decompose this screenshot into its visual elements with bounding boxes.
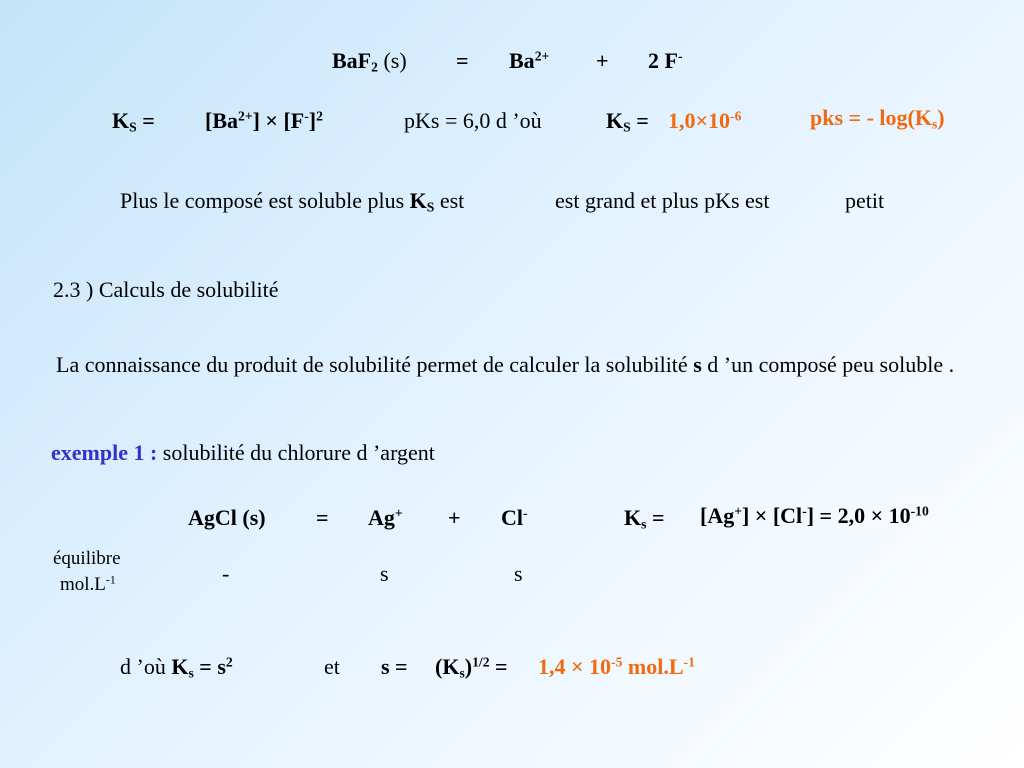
ks-subscript: S xyxy=(129,119,137,135)
ion-fluoride-symbol: 2 F xyxy=(648,48,678,73)
ks-expr-part: [Ba xyxy=(205,108,238,133)
sentence-part-3: petit xyxy=(845,188,885,213)
final-s-power: 2 xyxy=(225,654,233,670)
ion-fluoride-charge: - xyxy=(677,48,683,64)
ks-symbol: K xyxy=(112,108,130,133)
reactant-subscript: 2 xyxy=(371,59,378,75)
paragraph-s: s xyxy=(693,352,702,377)
ion-chloride xyxy=(501,507,528,529)
sqrt-part: ) xyxy=(464,654,473,679)
final-text: d ’où xyxy=(120,654,172,679)
sentence-part: Plus le composé est soluble plus xyxy=(120,188,410,213)
ion-barium xyxy=(509,50,549,72)
example-label: exemple 1 : xyxy=(51,440,158,465)
pks-definition-text: ) xyxy=(937,105,945,130)
ks-symbol: K xyxy=(624,505,642,530)
ks-label xyxy=(112,108,155,135)
solubility-value xyxy=(538,656,695,678)
ks-expr-charge: - xyxy=(304,108,309,124)
sqrt-sub: s xyxy=(459,665,465,681)
ks-equals: = xyxy=(142,108,155,133)
ks-expr-part: ] × [Cl xyxy=(741,503,803,528)
ks-agcl-expression xyxy=(700,505,929,527)
ks-equals: = xyxy=(651,505,665,530)
sentence-ks-sub: S xyxy=(426,199,435,215)
ks-expr-power: 2 xyxy=(316,108,323,124)
ks-label-3 xyxy=(624,505,665,532)
solubility-unit-exponent: -1 xyxy=(683,654,695,670)
equilibrium-label: équilibre xyxy=(53,548,121,569)
sqrt-power: 1/2 xyxy=(472,654,490,670)
s-equals: s = xyxy=(381,654,408,679)
ks-expr-part: ] xyxy=(308,108,317,133)
unit-exponent: -1 xyxy=(105,573,116,587)
ks-expr-charge: + xyxy=(734,503,742,519)
sentence-part-2: est grand et plus pKs est xyxy=(555,188,770,213)
plus-sign-2: + xyxy=(448,505,461,530)
ion-barium-charge: 2+ xyxy=(534,48,550,64)
paragraph-part: d ’un composé peu soluble . xyxy=(701,352,955,377)
final-equals: = xyxy=(193,654,218,679)
example-text: solubilité du chlorure d ’argent xyxy=(157,440,435,465)
equation-baf2 xyxy=(332,48,407,75)
ks-expr-exponent: -10 xyxy=(910,503,929,519)
ks-expr-part: ] × [F xyxy=(252,108,305,133)
ion-silver-charge: + xyxy=(394,505,403,521)
ks-label-2 xyxy=(606,108,649,135)
solubility-sentence xyxy=(120,188,465,215)
table-cell-agcl: - xyxy=(222,561,230,586)
concentration-unit xyxy=(60,575,116,594)
pks-definition-text: pks = - log(K xyxy=(810,105,932,130)
ks-value xyxy=(668,110,741,132)
solubility-mantissa: 1,4 × 10 xyxy=(538,654,612,679)
ks-value-mantissa: 1,0×10 xyxy=(668,108,731,133)
reactant-agcl: AgCl (s) xyxy=(188,505,266,530)
plus-sign: + xyxy=(596,48,609,73)
reactant-state: (s) xyxy=(383,48,407,73)
intro-paragraph xyxy=(56,350,986,379)
ion-silver-symbol: Ag xyxy=(368,505,395,530)
sqrt-ks xyxy=(435,654,508,681)
ks-expr-part: [Ag xyxy=(700,503,735,528)
sentence-part: est xyxy=(434,188,465,213)
ks-expr-charge: - xyxy=(802,503,807,519)
section-title: 2.3 ) Calculs de solubilité xyxy=(53,277,279,302)
equals-sign-2: = xyxy=(316,505,329,530)
ks-value-exponent: -6 xyxy=(730,108,742,124)
final-ks-sub: s xyxy=(188,665,194,681)
solubility-exponent: -5 xyxy=(611,654,623,670)
unit-text: mol.L xyxy=(60,574,106,595)
reactant-formula: BaF xyxy=(332,48,372,73)
solubility-unit: mol.L xyxy=(622,654,684,679)
pks-definition-subscript: s xyxy=(931,116,938,132)
ks-subscript: S xyxy=(623,119,631,135)
equals-sign: = xyxy=(456,48,469,73)
and-text: et xyxy=(324,654,340,679)
ks-equals: = xyxy=(636,108,649,133)
final-ks: K xyxy=(171,654,189,679)
ks-expr-charge: 2+ xyxy=(238,108,253,124)
ks-expression xyxy=(205,110,323,132)
table-cell-ag: s xyxy=(380,561,389,586)
ion-barium-symbol: Ba xyxy=(509,48,535,73)
sqrt-part: (K xyxy=(435,654,460,679)
table-cell-cl: s xyxy=(514,561,523,586)
sentence-ks: K xyxy=(409,188,427,213)
ion-chloride-symbol: Cl xyxy=(501,505,523,530)
pks-definition xyxy=(810,105,945,132)
pks-text: pKs = 6,0 d ’où xyxy=(404,108,542,133)
ks-expr-part: ] = 2,0 × 10 xyxy=(806,503,911,528)
example-heading xyxy=(51,442,435,464)
sqrt-equals: = xyxy=(489,654,508,679)
final-s: s xyxy=(217,654,226,679)
ion-fluoride xyxy=(648,50,683,72)
final-ks-equation xyxy=(120,654,233,681)
ion-chloride-charge: - xyxy=(523,505,528,521)
ks-symbol: K xyxy=(606,108,624,133)
paragraph-part: La connaissance du produit de solubilité permet de calculer la solubilité xyxy=(56,352,694,377)
ks-subscript: s xyxy=(641,516,647,532)
ion-silver xyxy=(368,507,403,529)
